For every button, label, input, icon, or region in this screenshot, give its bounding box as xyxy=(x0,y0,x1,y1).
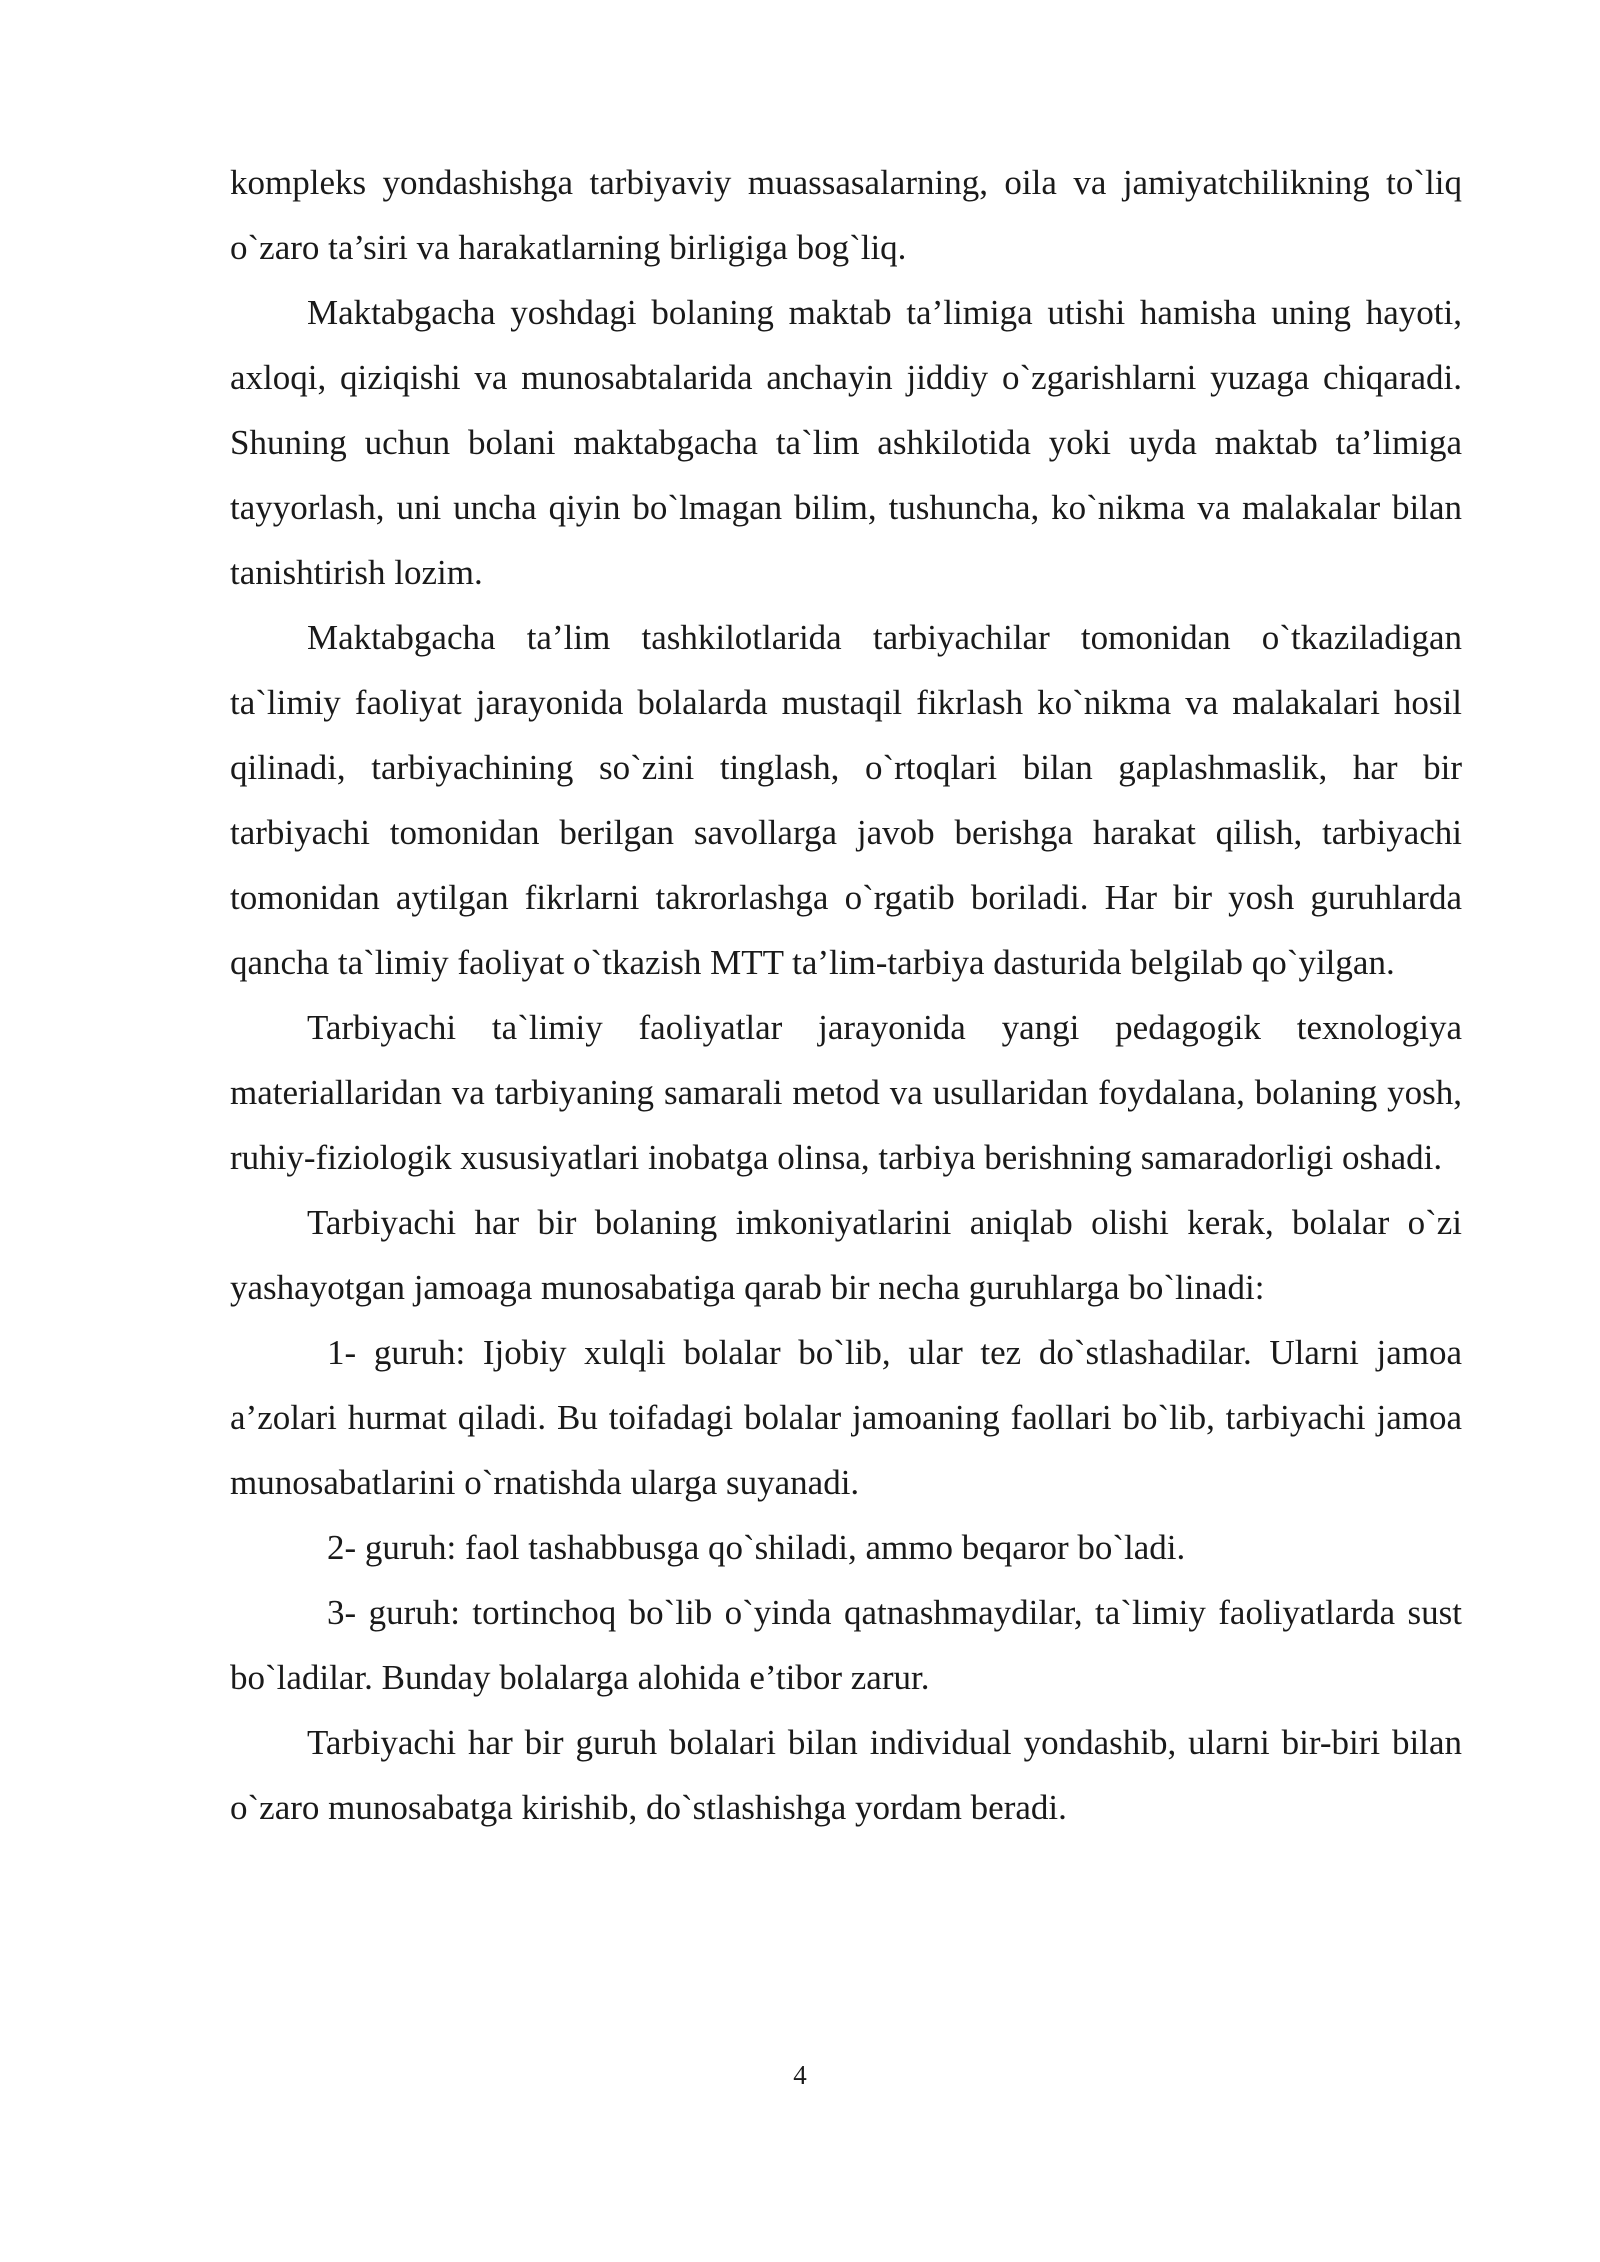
paragraph-group-1: 1- guruh: Ijobiy xulqli bolalar bo`lib, ular tez do`stlashadilar. Ularni jamoa a’zolari hurmat qiladi. Bu toifadagi bolalar jamoaning faollari bo`lib, tarbiyachi jamoa munosabatlarini o`rnatishda ularga suyanadi. xyxy=(230,1333,1462,1502)
paragraph-school-transition: Maktabgacha yoshdagi bolaning maktab ta’limiga utishi hamisha uning hayoti, axloqi, qiziqishi va munosabtalarida anchayin jiddiy o`zgarishlarni yuzaga chiqaradi. Shuning uchun bolani maktabgacha ta`lim ashkilotida yoki uyda maktab ta’limiga tayyorlash, uni uncha qiyin bo`lmagan bilim, tushuncha, ko`nikma va malakalar bilan tanishtirish lozim. xyxy=(230,293,1462,592)
page-number: 4 xyxy=(793,2060,807,2090)
document-page xyxy=(230,150,1462,1840)
paragraph-continuation: kompleks yondashishga tarbiyaviy muassasalarning, oila va jamiyatchilikning to`liq o`zaro ta’siri va harakatlarning birligiga bog`liq. xyxy=(230,163,1462,267)
paragraph-educational-activity: Maktabgacha ta’lim tashkilotlarida tarbiyachilar tomonidan o`tkaziladigan ta`limiy faoliyat jarayonida bolalarda mustaqil fikrlash ko`nikma va malakalari hosil qilinadi, tarbiyachining so`zini tinglash, o`rtoqlari bilan gaplashmaslik, har bir tarbiyachi tomonidan berilgan savollarga javob berishga harakat qilish, tarbiyachi tomonidan aytilgan fikrlarni takrorlashga o`rgatib boriladi. Har bir yosh guruhlarda qancha ta`limiy faoliyat o`tkazish MTT ta’lim-tarbiya dasturida belgilab qo`yilgan. xyxy=(230,618,1462,982)
paragraph-child-groups-intro: Tarbiyachi har bir bolaning imkoniyatlarini aniqlab olishi kerak, bolalar o`zi yashayotgan jamoaga munosabatiga qarab bir necha guruhlarga bo`linadi: xyxy=(230,1203,1462,1307)
paragraph-group-3: 3- guruh: tortinchoq bo`lib o`yinda qatnashmaydilar, ta`limiy faoliyatlarda sust bo`ladilar. Bunday bolalarga alohida e’tibor zarur. xyxy=(230,1593,1462,1697)
paragraph-pedagogical-technology: Tarbiyachi ta`limiy faoliyatlar jarayonida yangi pedagogik texnologiya materiallaridan va tarbiyaning samarali metod va usullaridan foydalana, bolaning yosh, ruhiy-fiziologik xususiyatlari inobatga olinsa, tarbiya berishning samaradorligi oshadi. xyxy=(230,1008,1462,1177)
paragraph-individual-approach: Tarbiyachi har bir guruh bolalari bilan individual yondashib, ularni bir-biri bilan o`zaro munosabatga kirishib, do`stlashishga yordam beradi. xyxy=(230,1723,1462,1827)
paragraph-group-2: 2- guruh: faol tashabbusga qo`shiladi, ammo beqaror bo`ladi. xyxy=(327,1528,1186,1567)
